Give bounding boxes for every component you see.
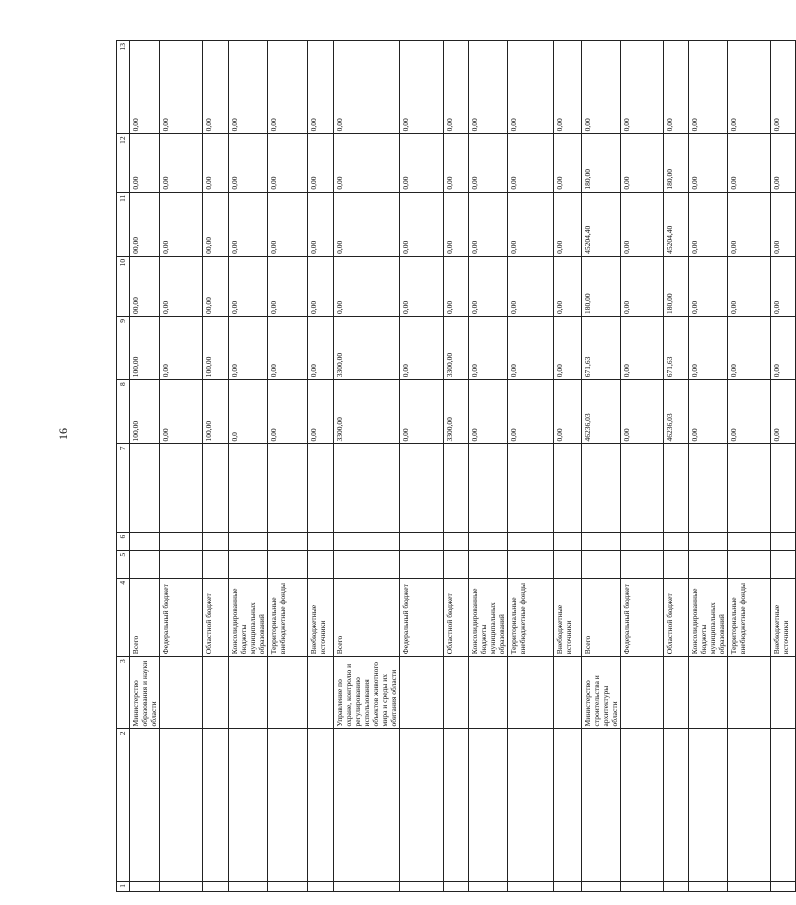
table-cell xyxy=(508,657,554,729)
table-cell: 0,00 xyxy=(689,256,728,316)
table-cell xyxy=(203,657,229,729)
table-cell: 100,00 xyxy=(130,380,160,444)
table-cell: 180,00 xyxy=(664,134,689,192)
table-cell xyxy=(728,444,771,532)
table-cell: 0,00 xyxy=(400,41,444,134)
table-cell xyxy=(400,444,444,532)
table-body xyxy=(117,41,796,892)
table-cell: Консолидированные бюджеты муниципальных образований xyxy=(689,578,728,656)
table-cell: 0,00 xyxy=(334,192,400,256)
table-cell: 0,00 xyxy=(203,41,229,134)
table-cell: Внебюджетные источники xyxy=(771,578,796,656)
table-cell: 3300,00 xyxy=(444,317,469,380)
table-row xyxy=(160,41,203,892)
table-cell xyxy=(469,657,508,729)
table-cell: 0,00 xyxy=(400,192,444,256)
table-cell xyxy=(229,444,268,532)
table-row xyxy=(508,41,554,892)
table-row xyxy=(771,41,796,892)
table-row xyxy=(203,41,229,892)
table-cell: 0,00 xyxy=(268,380,308,444)
table-cell xyxy=(689,444,728,532)
table-cell: 0,00 xyxy=(469,380,508,444)
table-cell xyxy=(400,550,444,578)
table-cell: Территориальные внебюджетные фонды xyxy=(268,578,308,656)
table-cell: 671,63 xyxy=(664,317,689,380)
table-cell xyxy=(130,729,160,882)
table-cell xyxy=(334,881,400,891)
table-cell: 0,00 xyxy=(334,134,400,192)
table-cell xyxy=(268,729,308,882)
table-cell: 0,00 xyxy=(508,134,554,192)
table-cell: Всего xyxy=(130,578,160,656)
header-cell: 5 xyxy=(117,550,130,578)
table-cell xyxy=(664,532,689,550)
table-cell: Областной бюджет xyxy=(203,578,229,656)
table-cell: 0,00 xyxy=(508,317,554,380)
table-row xyxy=(621,41,664,892)
table-cell: Консолидированные бюджеты муниципальных образований xyxy=(229,578,268,656)
table-cell xyxy=(400,729,444,882)
table-cell xyxy=(334,550,400,578)
table-cell: Внебюджетные источники xyxy=(308,578,334,656)
table-cell: 0,00 xyxy=(308,41,334,134)
table-cell xyxy=(130,532,160,550)
table-cell: 0,0 xyxy=(229,380,268,444)
table-row xyxy=(469,41,508,892)
table-cell: 0,00 xyxy=(203,134,229,192)
table-cell: 0,00 xyxy=(554,256,582,316)
header-cell: 4 xyxy=(117,578,130,656)
table-cell xyxy=(268,444,308,532)
table-cell: 0,00 xyxy=(160,192,203,256)
table-cell: 0,00 xyxy=(334,41,400,134)
header-cell: 7 xyxy=(117,444,130,532)
table-cell: 0,00 xyxy=(621,380,664,444)
table-cell: 0,00 xyxy=(621,134,664,192)
table-cell: 180,00 xyxy=(582,256,621,316)
table-cell xyxy=(444,729,469,882)
table-cell: 0,00 xyxy=(469,41,508,134)
table-cell xyxy=(664,444,689,532)
table-cell: 00,00 xyxy=(130,192,160,256)
table-cell xyxy=(621,444,664,532)
table-cell xyxy=(554,881,582,891)
table-cell: 3300,00 xyxy=(334,317,400,380)
table-cell xyxy=(508,444,554,532)
table-cell: 0,00 xyxy=(444,256,469,316)
table-cell xyxy=(728,657,771,729)
table-cell xyxy=(268,532,308,550)
table-cell: Консолидированные бюджеты муниципальных образований xyxy=(469,578,508,656)
table-cell: 0,00 xyxy=(160,256,203,316)
table-cell xyxy=(728,550,771,578)
table-row xyxy=(334,41,400,892)
table-cell: 0,00 xyxy=(554,134,582,192)
table-cell: 0,00 xyxy=(728,134,771,192)
table-cell xyxy=(689,550,728,578)
table-cell xyxy=(308,550,334,578)
table-cell xyxy=(444,444,469,532)
table-cell: 0,00 xyxy=(728,317,771,380)
table-cell xyxy=(621,532,664,550)
table-cell: 0,00 xyxy=(308,134,334,192)
table-cell xyxy=(621,550,664,578)
table-cell xyxy=(130,550,160,578)
table-cell xyxy=(444,550,469,578)
table-row xyxy=(582,41,621,892)
table-cell: 45204,40 xyxy=(582,192,621,256)
table-cell xyxy=(160,444,203,532)
header-cell: 3 xyxy=(117,657,130,729)
table-cell: 0,00 xyxy=(469,317,508,380)
table-cell xyxy=(334,444,400,532)
table-cell xyxy=(229,532,268,550)
table-cell: 0,00 xyxy=(728,41,771,134)
table-cell xyxy=(689,532,728,550)
table-cell xyxy=(554,729,582,882)
table-cell: 100,00 xyxy=(203,317,229,380)
table-cell: 180,00 xyxy=(664,256,689,316)
table-cell xyxy=(160,532,203,550)
table-cell: 0,00 xyxy=(508,41,554,134)
table-cell xyxy=(621,881,664,891)
table-cell xyxy=(554,444,582,532)
table-cell xyxy=(160,881,203,891)
table-cell xyxy=(308,657,334,729)
table-cell: 0,00 xyxy=(229,256,268,316)
table-cell: 46236,03 xyxy=(582,380,621,444)
table-cell: 3300,00 xyxy=(444,380,469,444)
header-cell: 1 xyxy=(117,881,130,891)
table-cell: 0,00 xyxy=(444,134,469,192)
table-cell: 0,00 xyxy=(160,134,203,192)
table-cell: 00,00 xyxy=(203,256,229,316)
table-cell xyxy=(582,550,621,578)
table-cell xyxy=(621,729,664,882)
table-cell: Территориальные внебюджетные фонды xyxy=(728,578,771,656)
table-cell: 0,00 xyxy=(400,256,444,316)
table-cell: 0,00 xyxy=(469,134,508,192)
header-cell: 10 xyxy=(117,256,130,316)
table-cell: Всего xyxy=(334,578,400,656)
table-cell xyxy=(728,881,771,891)
table-cell xyxy=(554,550,582,578)
table-cell xyxy=(582,532,621,550)
table-cell: 0,00 xyxy=(400,134,444,192)
table-cell: 0,00 xyxy=(771,41,796,134)
table-cell: 0,00 xyxy=(469,256,508,316)
table-cell: 0,00 xyxy=(268,317,308,380)
table-cell: 00,00 xyxy=(203,192,229,256)
table-cell: 0,00 xyxy=(621,256,664,316)
table-cell xyxy=(400,881,444,891)
table-cell: 00,00 xyxy=(130,256,160,316)
header-cell: 9 xyxy=(117,317,130,380)
table-cell xyxy=(728,532,771,550)
table-cell: 0,00 xyxy=(689,317,728,380)
table-cell: 0,00 xyxy=(771,380,796,444)
table-cell: Федеральный бюджет xyxy=(400,578,444,656)
table-cell xyxy=(400,532,444,550)
table-cell xyxy=(469,729,508,882)
table-cell xyxy=(771,657,796,729)
table-cell xyxy=(203,881,229,891)
table-cell: 0,00 xyxy=(130,134,160,192)
table-cell xyxy=(508,532,554,550)
table-cell xyxy=(469,550,508,578)
table-row xyxy=(444,41,469,892)
table-cell xyxy=(334,532,400,550)
table-cell: 0,00 xyxy=(508,192,554,256)
table-cell xyxy=(308,532,334,550)
table-row xyxy=(554,41,582,892)
table-cell xyxy=(444,657,469,729)
table-cell: 0,00 xyxy=(268,41,308,134)
table-cell xyxy=(621,657,664,729)
table-cell: 0,00 xyxy=(554,41,582,134)
table-cell xyxy=(308,729,334,882)
table-cell: Министерство строительства и архитектуры области xyxy=(582,657,621,729)
table-cell: 0,00 xyxy=(689,380,728,444)
table-cell xyxy=(160,729,203,882)
table-cell: 0,00 xyxy=(689,134,728,192)
table-cell: 0,00 xyxy=(554,380,582,444)
table-cell: 0,00 xyxy=(229,134,268,192)
table-cell xyxy=(444,532,469,550)
table-cell: 0,00 xyxy=(728,256,771,316)
table-cell: 0,00 xyxy=(469,192,508,256)
table-cell xyxy=(334,729,400,882)
table-cell: 0,00 xyxy=(160,380,203,444)
table-cell xyxy=(268,881,308,891)
table-cell: 0,00 xyxy=(621,317,664,380)
table-cell: 0,00 xyxy=(771,134,796,192)
table-cell: 0,00 xyxy=(308,256,334,316)
table-cell: Территориальные внебюджетные фонды xyxy=(508,578,554,656)
table-cell: 0,00 xyxy=(728,192,771,256)
table-cell: 0,00 xyxy=(400,317,444,380)
table-cell: 0,00 xyxy=(664,41,689,134)
table-cell: 100,00 xyxy=(203,380,229,444)
table-cell xyxy=(229,657,268,729)
table-cell xyxy=(268,657,308,729)
header-cell: 13 xyxy=(117,41,130,134)
table-row xyxy=(130,41,160,892)
table-cell: Федеральный бюджет xyxy=(160,578,203,656)
table-cell: 671,63 xyxy=(582,317,621,380)
table-cell xyxy=(508,881,554,891)
table-cell: 0,00 xyxy=(728,380,771,444)
table-row xyxy=(689,41,728,892)
table-cell xyxy=(469,532,508,550)
table-cell xyxy=(508,729,554,882)
table-cell xyxy=(771,550,796,578)
table-cell: Областной бюджет xyxy=(444,578,469,656)
table-cell xyxy=(771,881,796,891)
table-cell: 0,00 xyxy=(268,134,308,192)
table-cell xyxy=(689,881,728,891)
header-cell: 8 xyxy=(117,380,130,444)
header-cell: 6 xyxy=(117,532,130,550)
table-cell: 0,00 xyxy=(771,317,796,380)
table-cell xyxy=(771,444,796,532)
table-cell: 45204,40 xyxy=(664,192,689,256)
table-cell xyxy=(229,729,268,882)
table-cell: 3300,00 xyxy=(334,380,400,444)
table-cell xyxy=(728,729,771,882)
table-cell xyxy=(229,881,268,891)
table-cell: 0,00 xyxy=(771,256,796,316)
table-cell xyxy=(130,881,160,891)
table-cell: Управление по охране, контролю и регулированию использования объектов животного мира и среды их обитания области xyxy=(334,657,400,729)
table-cell: 0,00 xyxy=(582,41,621,134)
table-cell: 0,00 xyxy=(621,41,664,134)
table-cell: 0,00 xyxy=(160,41,203,134)
table-cell: 0,00 xyxy=(160,317,203,380)
table-cell: 0,00 xyxy=(268,256,308,316)
table-cell: 180,00 xyxy=(582,134,621,192)
table-cell xyxy=(268,550,308,578)
table-cell: 0,00 xyxy=(268,192,308,256)
table-cell xyxy=(554,657,582,729)
table-cell: 0,00 xyxy=(229,41,268,134)
table-cell: 0,00 xyxy=(400,380,444,444)
table-cell xyxy=(771,729,796,882)
table-row xyxy=(268,41,308,892)
table-cell: 0,00 xyxy=(308,380,334,444)
table-cell: 0,00 xyxy=(229,192,268,256)
table-cell xyxy=(554,532,582,550)
table-cell: 0,00 xyxy=(229,317,268,380)
table-cell xyxy=(229,550,268,578)
budget-table xyxy=(116,40,796,892)
header-cell: 11 xyxy=(117,192,130,256)
table-row xyxy=(400,41,444,892)
header-row xyxy=(117,41,130,892)
table-cell xyxy=(582,881,621,891)
table-cell xyxy=(400,657,444,729)
table-cell xyxy=(203,444,229,532)
table-cell: 0,00 xyxy=(508,256,554,316)
table-cell xyxy=(308,881,334,891)
table-cell: 0,00 xyxy=(308,192,334,256)
table-row xyxy=(664,41,689,892)
table-cell: Внебюджетные источники xyxy=(554,578,582,656)
table-cell xyxy=(664,657,689,729)
rotated-table-container xyxy=(116,40,790,892)
table-cell xyxy=(130,444,160,532)
table-cell: Всего xyxy=(582,578,621,656)
table-cell: 0,00 xyxy=(554,317,582,380)
table-cell: 46236,03 xyxy=(664,380,689,444)
table-cell: 0,00 xyxy=(621,192,664,256)
table-cell: 0,00 xyxy=(508,380,554,444)
table-cell xyxy=(160,657,203,729)
table-cell xyxy=(582,444,621,532)
table-cell xyxy=(664,881,689,891)
table-cell: 0,00 xyxy=(689,192,728,256)
header-cell: 12 xyxy=(117,134,130,192)
table-cell: 0,00 xyxy=(444,41,469,134)
table-cell: 0,00 xyxy=(554,192,582,256)
table-cell: 100,00 xyxy=(130,317,160,380)
table-cell xyxy=(308,444,334,532)
table-cell xyxy=(664,550,689,578)
table-cell: Федеральный бюджет xyxy=(621,578,664,656)
table-cell xyxy=(469,881,508,891)
header-cell: 2 xyxy=(117,729,130,882)
table-cell: 0,00 xyxy=(334,256,400,316)
table-cell xyxy=(689,729,728,882)
table-cell xyxy=(771,532,796,550)
table-cell xyxy=(203,532,229,550)
table-cell xyxy=(689,657,728,729)
table-cell: 0,00 xyxy=(444,192,469,256)
table-cell xyxy=(160,550,203,578)
table-cell: 0,00 xyxy=(130,41,160,134)
table-cell xyxy=(508,550,554,578)
table-cell xyxy=(469,444,508,532)
table-cell xyxy=(203,550,229,578)
table-cell: Министерство образования и науки области xyxy=(130,657,160,729)
table-cell xyxy=(444,881,469,891)
table-cell: Областной бюджет xyxy=(664,578,689,656)
table-cell: 0,00 xyxy=(308,317,334,380)
table-cell: 0,00 xyxy=(689,41,728,134)
page-number: 16 xyxy=(56,428,70,440)
table-cell xyxy=(664,729,689,882)
table-row xyxy=(308,41,334,892)
table-row xyxy=(728,41,771,892)
table-row xyxy=(229,41,268,892)
table-cell: 0,00 xyxy=(771,192,796,256)
table-cell xyxy=(203,729,229,882)
table-cell xyxy=(582,729,621,882)
